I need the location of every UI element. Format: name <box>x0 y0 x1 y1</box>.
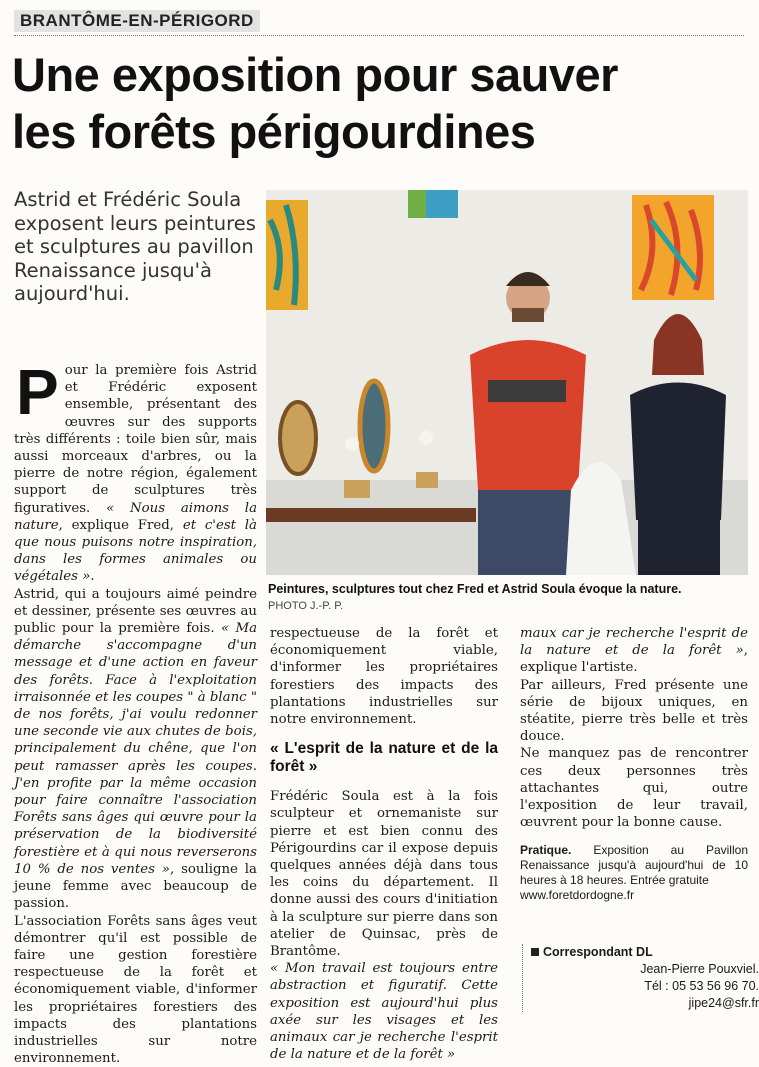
photo-illustration <box>266 190 748 575</box>
article-column-3 <box>520 625 748 903</box>
correspondent-phone: Tél : 05 53 56 96 70. <box>644 979 759 993</box>
headline-line-2: les forêts périgourdines <box>12 105 536 158</box>
photo-credit: PHOTO J.-P. P. <box>268 600 344 612</box>
headline <box>12 46 752 160</box>
article-column-2 <box>270 625 498 1063</box>
body-paragraph: Ne manquez pas de rencontrer ces deux personnes très attachantes qui, outre l'exposition de leur travail, œuvrent pour la bonne cause. <box>520 746 748 831</box>
correspondent-title: Correspondant DL <box>531 944 759 961</box>
exhibition-photo <box>266 190 748 575</box>
body-paragraph-continued: respectueuse de la forêt et économiquement viable, d'informer les propriétaires forestiers des impacts des plantations industrielles sur notre environnement. <box>270 626 498 728</box>
body-paragraph: Astrid, qui a toujours aimé peindre et dessiner, présente ses œuvres au public pour la première fois. « Ma démarche s'accompagne d'un message et d'une action en faveur des forêts. Face à l'exploitation irraisonnée et les coupes " à blanc " de nos forêts, j'ai voulu redonner une seconde vie aux chutes de bois, principalement du chêne, que l'on peut ramasser après les coupes. J'en profite par la même occasion pour faire connaître l'association Forêts sans âges qui œuvre pour la préservation de la biodiversité forestière et à qui nous reverserons 10 % de nos ventes », souligne la jeune femme avec beaucoup de passion. <box>14 586 258 912</box>
section-kicker: BRANTÔME-EN-PÉRIGORD <box>14 10 260 32</box>
correspondent-email[interactable]: jipe24@sfr.fr <box>688 996 759 1010</box>
body-paragraph: « Mon travail est toujours entre abstraction et figuratif. Cette exposition est aujourd'hui plus axée sur les visages et les animaux car je recherche l'esprit de la nature et de la forêt » <box>270 961 498 1063</box>
website-link[interactable]: www.foretdordogne.fr <box>520 888 635 903</box>
headline-line-1: Une exposition pour sauver <box>12 48 618 101</box>
correspondent-name: Jean-Pierre Pouxviel. <box>640 962 759 976</box>
body-paragraph: L'association Forêts sans âges veut démontrer qu'il est possible de faire une gestion forestière respectueuse de la forêt et économiquement viable, d'informer les propriétaires forestiers des impacts des plantations industrielles sur notre environnement. <box>14 913 257 1067</box>
square-bullet-icon <box>531 948 539 956</box>
photo-caption: Peintures, sculptures tout chez Fred et Astrid Soula évoque la nature. <box>268 582 682 596</box>
practical-info <box>520 843 748 903</box>
drop-cap: P <box>16 356 59 428</box>
body-paragraph: Frédéric Soula est à la fois sculpteur et ornemaniste sur pierre et est bien connu des Périgourdins car il expose depuis quelques années déjà dans tous les coins du département. Il donne aussi des cours d'initiation à la sculpture sur pierre dans son atelier de Quinsac, près de Brantôme. <box>270 789 498 960</box>
article-column-1 <box>14 356 258 1067</box>
kicker-divider <box>14 35 744 36</box>
practical-label: Pratique. <box>520 843 572 858</box>
body-paragraph: Pour la première fois Astrid et Frédéric exposent ensemble, présentant des œuvres sur des supports très différents : toile bien sûr, mais aussi morceaux d'arbres, ou la pierre de notre région, également support de sculptures très figuratives. « Nous aimons la nature, explique Fred, et c'est là que nous puisons notre inspiration, dans les formes animales ou végétales ». <box>14 356 257 585</box>
body-paragraph: Par ailleurs, Fred présente une série de bijoux uniques, en stéatite, pierre très belle et très douce. <box>520 677 748 745</box>
correspondent-box <box>522 944 759 1012</box>
article-subhead: « L'esprit de la nature et de la forêt » <box>270 740 498 776</box>
lead-paragraph: Astrid et Frédéric Soula exposent leurs peintures et sculptures au pavillon Renaissance jusqu'à aujourd'hui. <box>14 188 256 305</box>
practical-text: Exposition au Pavillon Renaissance jusqu'à aujourd'hui de 10 heures à 18 heures. Entrée gratuite <box>520 843 748 888</box>
body-paragraph-continued: maux car je recherche l'esprit de la nature et de la forêt », explique l'artiste. <box>520 626 748 676</box>
